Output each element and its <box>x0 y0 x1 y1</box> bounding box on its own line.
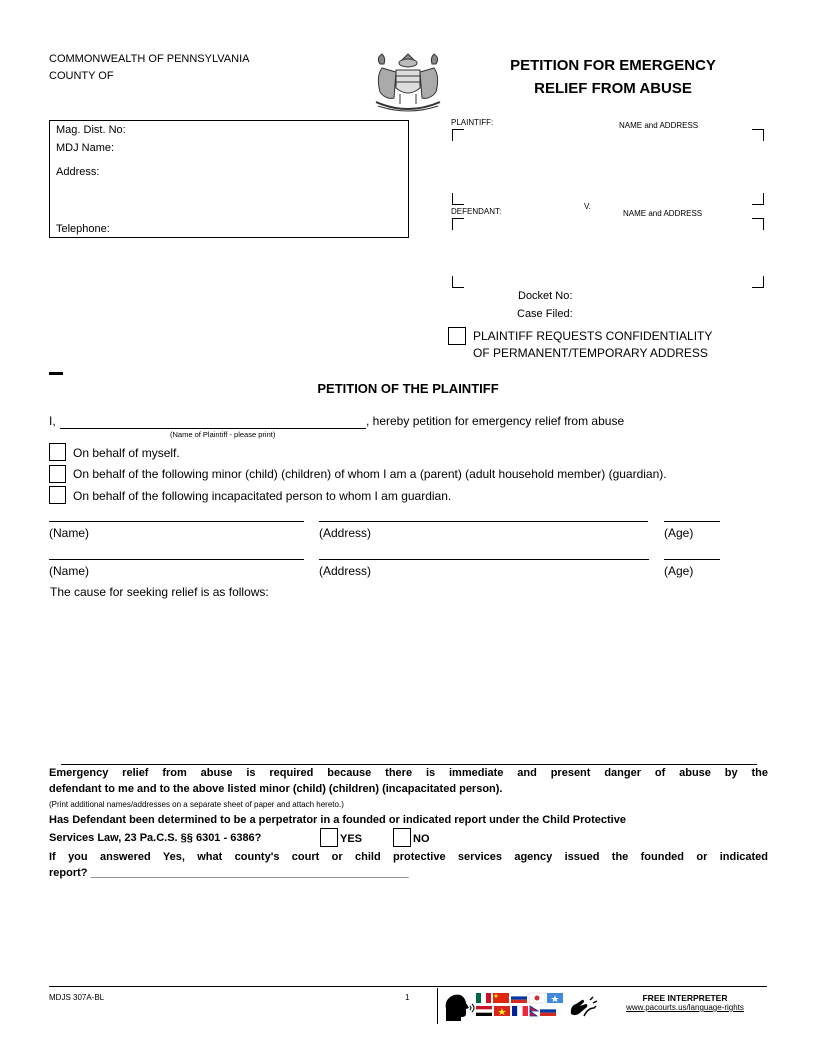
confidentiality-line-1: PLAINTIFF REQUESTS CONFIDENTIALITY <box>473 329 713 343</box>
option-minor-label: On behalf of the following minor (child) (children) of whom I am a (parent) (adult household member) (guardian). <box>73 467 667 481</box>
commonwealth-label: COMMONWEALTH OF PENNSYLVANIA <box>49 53 250 65</box>
defendant-bracket-bottom-left <box>452 276 464 288</box>
cause-end-line <box>61 764 757 765</box>
person-2-age-label: (Age) <box>664 564 694 578</box>
emergency-statement-line-1: Emergency relief from abuse is required because there is immediate and present danger of abuse by the <box>49 767 768 779</box>
language-rights-link[interactable]: www.pacourts.us/language-rights <box>626 1003 744 1012</box>
intro-suffix: , hereby petition for emergency relief from abuse <box>366 414 625 428</box>
person-1-address-label: (Address) <box>319 526 372 540</box>
person-1-age-line[interactable] <box>664 521 720 522</box>
defendant-bracket-top-left <box>452 218 464 230</box>
form-id: MDJS 307A-BL <box>49 993 105 1002</box>
person-2-address-label: (Address) <box>319 564 372 578</box>
defendant-name-address-label: NAME and ADDRESS <box>623 209 703 218</box>
plaintiff-name-hint: (Name of Plaintiff - please print) <box>170 430 276 439</box>
plaintiff-bracket-top-left <box>452 129 464 141</box>
cause-text-area[interactable] <box>49 602 767 762</box>
defendant-bracket-top-right <box>752 218 764 230</box>
option-myself-checkbox[interactable] <box>49 443 66 461</box>
versus-label: V. <box>584 202 591 211</box>
cause-label: The cause for seeking relief is as follows: <box>50 585 269 599</box>
plaintiff-name-address-label: NAME and ADDRESS <box>619 121 699 130</box>
yes-checkbox[interactable] <box>320 828 338 847</box>
person-1-name-line[interactable] <box>49 521 304 522</box>
no-checkbox[interactable] <box>393 828 411 847</box>
person-1-name-label: (Name) <box>49 526 90 540</box>
option-minor-checkbox[interactable] <box>49 465 66 483</box>
mag-dist-no-label: Mag. Dist. No: <box>56 124 126 136</box>
court-info-box <box>49 120 409 238</box>
mdj-name-label: MDJ Name: <box>56 142 115 154</box>
speaking-head-icon <box>442 991 476 1023</box>
plaintiff-bracket-top-right <box>752 129 764 141</box>
county-question-line-1: If you answered Yes, what county's court or child protective services agency issued the founded or indicated <box>49 851 768 863</box>
person-1-address-line[interactable] <box>319 521 648 522</box>
sign-language-icon <box>568 994 598 1020</box>
confidentiality-request <box>473 328 712 362</box>
no-label: NO <box>413 833 430 845</box>
footer-divider <box>437 988 438 1024</box>
telephone-label: Telephone: <box>56 223 110 235</box>
defendant-label: DEFENDANT: <box>451 207 502 216</box>
county-question-line-2[interactable]: report? ____________________________________________________ <box>49 867 409 879</box>
page-number: 1 <box>405 993 410 1002</box>
intro-prefix: I, <box>49 414 56 428</box>
pennsylvania-coat-of-arms-icon <box>370 50 446 114</box>
address-label: Address: <box>56 166 100 178</box>
section-marker <box>49 372 63 375</box>
print-note: (Print additional names/addresses on a separate sheet of paper and attach hereto.) <box>49 800 344 809</box>
perpetrator-question-line-1: Has Defendant been determined to be a perpetrator in a founded or indicated report under the Child Protective <box>49 814 626 826</box>
language-flags-icon <box>476 992 568 1022</box>
docket-no-label: Docket No: <box>518 290 573 302</box>
perpetrator-question-line-2: Services Law, 23 Pa.C.S. §§ 6301 - 6386? <box>49 832 262 844</box>
title-line-2: RELIEF FROM ABUSE <box>534 80 692 97</box>
county-label: COUNTY OF <box>49 70 114 82</box>
person-2-age-line[interactable] <box>664 559 720 560</box>
form-title <box>468 54 758 100</box>
plaintiff-name-line[interactable] <box>60 428 366 429</box>
person-2-name-line[interactable] <box>49 559 304 560</box>
confidentiality-line-2: OF PERMANENT/TEMPORARY ADDRESS <box>473 346 708 360</box>
person-2-address-line[interactable] <box>319 559 649 560</box>
confidentiality-checkbox[interactable] <box>448 327 466 345</box>
plaintiff-bracket-bottom-left <box>452 193 464 205</box>
title-line-1: PETITION FOR EMERGENCY <box>510 57 716 74</box>
emergency-statement-line-2: defendant to me and to the above listed minor (child) (children) (incapacitated person). <box>49 783 503 795</box>
case-filed-label: Case Filed: <box>517 308 573 320</box>
option-myself-label: On behalf of myself. <box>73 446 180 460</box>
yes-label: YES <box>340 833 363 845</box>
petition-heading: PETITION OF THE PLAINTIFF <box>317 381 499 396</box>
plaintiff-label: PLAINTIFF: <box>451 118 494 127</box>
defendant-bracket-bottom-right <box>752 276 764 288</box>
plaintiff-bracket-bottom-right <box>752 193 764 205</box>
person-1-age-label: (Age) <box>664 526 694 540</box>
free-interpreter-label: FREE INTERPRETER <box>642 993 728 1003</box>
option-incapacitated-checkbox[interactable] <box>49 486 66 504</box>
option-incapacitated-label: On behalf of the following incapacitated person to whom I am guardian. <box>73 489 452 503</box>
person-2-name-label: (Name) <box>49 564 90 578</box>
footer-rule <box>49 986 767 987</box>
